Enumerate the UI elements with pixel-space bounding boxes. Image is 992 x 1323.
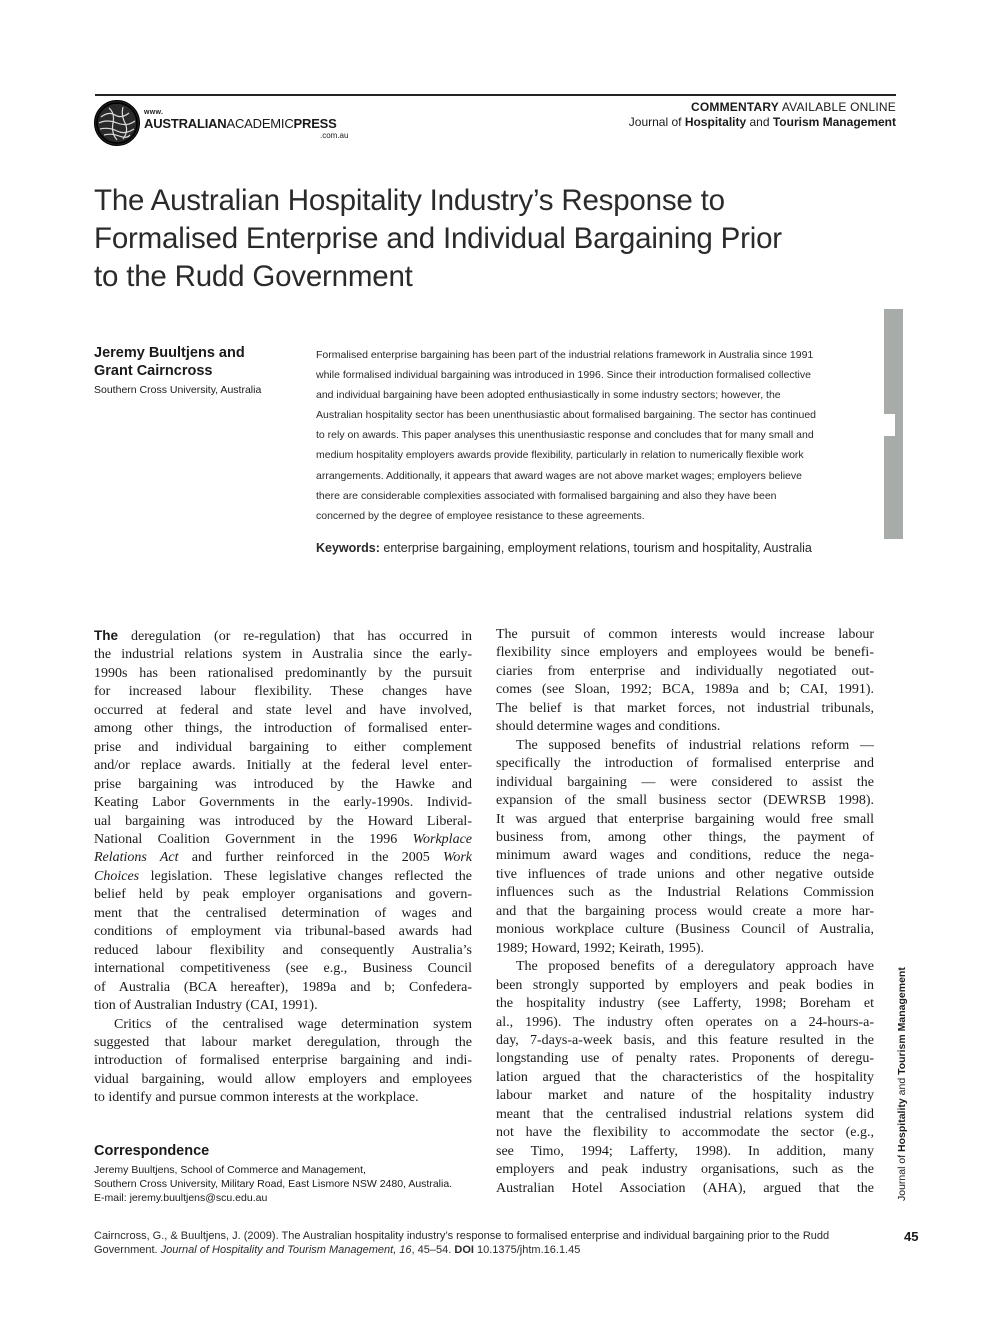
- text-line: The deregulation (or re-regulation) that has occurred in: [94, 628, 472, 644]
- text-line: ment that the centralised determination of wages and: [94, 905, 472, 921]
- text-line: monious workplace culture (Business Council of Australia,: [496, 922, 874, 938]
- text-line: 1989; Howard, 1992; Keirath, 1995).: [496, 940, 705, 956]
- text-line: The proposed benefits of a deregulatory approach have: [516, 959, 874, 975]
- author-line: Grant Cairncross: [94, 363, 213, 379]
- side-tab-notch: [884, 414, 895, 436]
- correspondence: [94, 1143, 514, 1205]
- text-line: The supposed benefits of industrial relations reform —: [516, 737, 874, 753]
- text-line: should determine wages and conditions.: [496, 719, 721, 735]
- text-line: employers and peak industry organisations, such as the: [496, 1162, 874, 1178]
- text-line: influences such as the Industrial Relations Commission: [496, 885, 874, 901]
- article-title: [94, 182, 874, 296]
- text-line: individual bargaining — were considered to assist the: [496, 774, 874, 790]
- correspondence-line: Southern Cross University, Military Road, East Lismore NSW 2480, Australia.: [94, 1178, 453, 1190]
- correspondence-email: E-mail: jeremy.buultjens@scu.edu.au: [94, 1192, 268, 1204]
- text-line: not have the flexibility to accommodate the sector (e.g.,: [496, 1125, 874, 1141]
- abstract-line: while formalised individual bargaining was introduced in 1996. Since their introduction formalised collective: [316, 369, 811, 382]
- text-line: comes (see Sloan, 1992; BCA, 1989a and b; CAI, 1991).: [496, 682, 874, 698]
- text-line: meant that the centralised industrial relations system did: [496, 1106, 874, 1122]
- text-line: tion of Australian Industry (CAI, 1991).: [94, 998, 318, 1014]
- text-line: minimum award wages and conditions, reduce the nega-: [496, 848, 874, 864]
- abstract-line: concerned by the degree of employee resistance to these agreements.: [316, 509, 645, 522]
- text-line: Australian Hotel Association (AHA), argued that the: [496, 1180, 874, 1196]
- text-line: suggested that labour market deregulation, through the: [94, 1034, 472, 1050]
- text-line: for increased labour flexibility. These changes have: [94, 684, 472, 700]
- text-line: and that the bargaining process would create a more har-: [496, 903, 874, 919]
- text-line: 1990s has been rationalised predominantly by the pursuit: [94, 665, 472, 681]
- abstract: [316, 345, 868, 526]
- citation: [94, 1230, 864, 1257]
- header-rule: [95, 94, 896, 96]
- citation-line: Cairncross, G., & Buultjens, J. (2009). The Australian hospitality industry’s response to formalised enterprise and individual bargaining prior to the Rudd: [94, 1230, 830, 1242]
- text-line: prise and individual bargaining to either complement: [94, 739, 472, 755]
- text-line: specifically the introduction of formalised enterprise and: [496, 756, 874, 772]
- keywords: Keywords: enterprise bargaining, employment relations, tourism and hospitality, Australia: [316, 541, 812, 555]
- text-line: Critics of the centralised wage determination system: [114, 1016, 472, 1032]
- journal-header: [629, 100, 896, 130]
- abstract-line: Formalised enterprise bargaining has been part of the industrial relations framework in Australia since 1991: [316, 349, 814, 361]
- text-line: the industrial relations system in Australia since the early-: [94, 647, 472, 663]
- text-line: occurred at federal and state level and have involved,: [94, 702, 472, 718]
- text-line: conditions of employment via tribunal-based awards had: [94, 924, 472, 940]
- journal-name: Journal of Hospitality and Tourism Management: [628, 115, 896, 129]
- author-line: Jeremy Buultjens and: [94, 345, 245, 361]
- correspondence-line: Jeremy Buultjens, School of Commerce and Management,: [94, 1164, 366, 1176]
- correspondence-heading: Correspondence: [94, 1143, 210, 1159]
- text-line: to identify and pursue common interests at the workplace.: [94, 1090, 419, 1106]
- text-line: ciaries from enterprise and individually negotiated out-: [496, 663, 874, 679]
- text-line: tive influences of trade unions and other negative outside: [496, 866, 874, 882]
- text-line: longstanding use of penalty rates. Proponents of deregu-: [496, 1051, 874, 1067]
- text-line: see Timo, 1994; Lafferty, 1998). In addition, many: [496, 1143, 874, 1159]
- commentary-label: COMMENTARY AVAILABLE ONLINE: [690, 100, 896, 114]
- text-line: the hospitality industry (see Lafferty, 1998; Boreham et: [496, 996, 874, 1012]
- text-line: Relations Act and further reinforced in the 2005 Work: [94, 850, 472, 866]
- text-line: been strongly supported by employers and peak bodies in: [496, 977, 874, 993]
- text-line: al., 1996). The industry often operates on a 24-hours-a-: [496, 1014, 874, 1030]
- text-line: It was argued that enterprise bargaining would free small: [496, 811, 874, 827]
- title-line: to the Rudd Government: [94, 260, 413, 293]
- abstract-line: arrangements. Additionally, it appears that award wages are not above market wages; employers believe: [316, 469, 802, 482]
- abstract-line: to rely on awards. This paper analyses this unenthusiastic response and concludes that for many small and: [316, 429, 814, 442]
- text-line: National Coalition Government in the 1996 Workplace: [94, 831, 472, 847]
- text-line: and/or replace awards. Initially at the federal level enter-: [94, 758, 472, 774]
- title-line: The Australian Hospitality Industry’s Response to: [94, 184, 725, 217]
- text-line: ual bargaining was introduced by the Howard Liberal-: [94, 813, 472, 829]
- text-line: of Australia (BCA hereafter), 1989a and b; Confedera-: [94, 979, 472, 995]
- text-line: introduction of formalised enterprise bargaining and indi-: [94, 1053, 472, 1069]
- title-line: Formalised Enterprise and Individual Bargaining Prior: [94, 222, 782, 255]
- page-number: 45: [904, 1229, 919, 1244]
- affiliation: Southern Cross University, Australia: [94, 384, 262, 396]
- authors-block: [94, 344, 294, 396]
- citation-line: Government. Journal of Hospitality and Tourism Management, 16, 45–54. DOI 10.1375/jhtm.16.1.45: [94, 1243, 581, 1256]
- text-line: The pursuit of common interests would increase labour: [496, 627, 874, 642]
- abstract-line: there are considerable complexities associated with formalised bargaining and also they have been: [316, 489, 777, 502]
- logo-domain: .com.au: [320, 131, 349, 140]
- text-line: The belief is that market forces, not industrial tribunals,: [496, 700, 874, 716]
- text-line: labour market and nature of the hospitality industry: [496, 1088, 874, 1104]
- body-column-left: [94, 627, 472, 1108]
- abstract-line: and individual bargaining have been adopted enthusiastically in some industry sectors; however, the: [316, 389, 781, 402]
- logo-name: AUSTRALIANACADEMICPRESS: [144, 116, 337, 131]
- text-line: prise bargaining was introduced by the Hawke and: [94, 776, 472, 792]
- text-line: business from, among other things, the payment of: [496, 829, 874, 845]
- running-title-vertical: Journal of Hospitality and Tourism Management: [896, 967, 908, 1201]
- text-line: among other things, the introduction of formalised enter-: [94, 721, 472, 737]
- body-column-right: [496, 626, 874, 1198]
- text-line: flexibility since employers and employees would be benefi-: [496, 645, 874, 661]
- text-line: belief held by peak employer organisations and govern-: [94, 887, 472, 903]
- abstract-line: medium hospitality employers awards provide flexibility, particularly in relation to numerically flexible work: [316, 449, 804, 462]
- logo-www: www.: [144, 109, 164, 116]
- publisher-logo: [94, 100, 364, 146]
- text-line: international competitiveness (see e.g., Business Council: [94, 961, 472, 977]
- text-line: vidual bargaining, would allow employers and employees: [94, 1071, 472, 1087]
- text-line: reduced labour flexibility and consequently Australia’s: [94, 942, 472, 958]
- text-line: expansion of the small business sector (DEWRSB 1998).: [496, 793, 874, 809]
- text-line: day, 7-days-a-week basis, and this feature resulted in the: [496, 1032, 874, 1048]
- text-line: Choices legislation. These legislative changes reflected the: [94, 868, 472, 884]
- abstract-line: Australian hospitality sector has been unenthusiastic about formalised bargaining. The sector has continued: [316, 409, 817, 422]
- text-line: lation argued that the characteristics of the hospitality: [496, 1069, 874, 1085]
- globe-logo-icon: [94, 100, 140, 146]
- text-line: Keating Labor Governments in the early-1990s. Individ-: [94, 795, 472, 811]
